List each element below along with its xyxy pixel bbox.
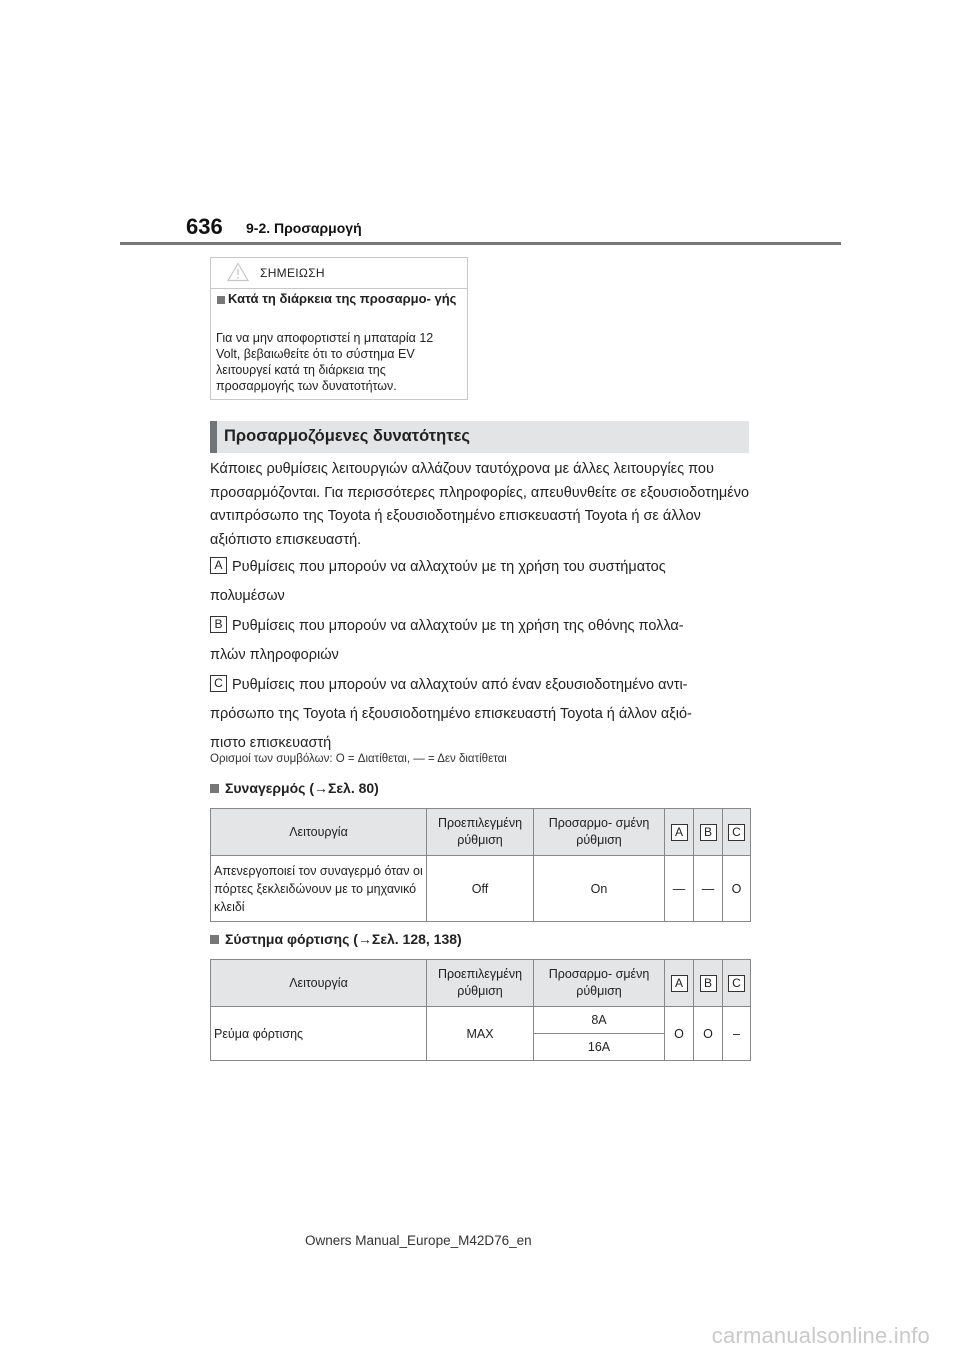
label-c-badge: C bbox=[728, 975, 745, 992]
item-b-line1: Ρυθμίσεις που μπορούν να αλλαχτούν με τη χρήση της οθόνης πολλα- bbox=[232, 618, 684, 634]
label-c-badge: C bbox=[210, 675, 227, 692]
table-row bbox=[211, 856, 751, 922]
col-default: Προεπιλεγμένη ρύθμιση bbox=[427, 960, 534, 1007]
col-custom: Προσαρμο- σμένη ρύθμιση bbox=[534, 809, 665, 856]
label-a-badge: A bbox=[210, 557, 227, 574]
label-c-badge: C bbox=[728, 824, 745, 841]
col-b bbox=[694, 809, 723, 856]
bullet-square-icon bbox=[210, 935, 219, 944]
cell-function: Απενεργοποιεί τον συναγερμό όταν οι πόρτες ξεκλειδώνουν με το μηχανικό κλειδί bbox=[211, 856, 427, 922]
intro-paragraph: Κάποιες ρυθμίσεις λειτουργιών αλλάζουν ταυτόχρονα με άλλες λειτουργίες που προσαρμόζονται. Για περισσότερες πληροφορίες, απευθυνθείτε σε εξουσιοδοτημένο αντιπρόσωπο της Toyota ή εξουσιοδοτημένο επισκευαστή Toyota ή σε άλλον αξιόπιστο επισκευαστή. bbox=[210, 461, 750, 548]
band-title: Προσαρμοζόμενες δυνατότητες bbox=[224, 427, 470, 445]
cell-custom-option-2: 16A bbox=[534, 1034, 665, 1061]
label-a-badge: A bbox=[671, 975, 688, 992]
bullet-square-icon bbox=[210, 784, 219, 793]
notice-subtitle: Κατά τη διάρκεια της προσαρμο- γής bbox=[228, 291, 457, 306]
cell-function: Ρεύμα φόρτισης bbox=[211, 1007, 427, 1061]
item-a-line1: Ρυθμίσεις που μπορούν να αλλαχτούν με τη χρήση του συστήματος bbox=[232, 559, 666, 575]
charging-heading-text: Σύστημα φόρτισης (→Σελ. 128, 138) bbox=[225, 931, 462, 947]
table-row bbox=[211, 1007, 751, 1034]
cell-c: O bbox=[723, 856, 751, 922]
cell-b: O bbox=[694, 1007, 723, 1061]
charging-table bbox=[210, 959, 751, 1061]
col-c bbox=[723, 809, 751, 856]
cell-custom: On bbox=[534, 856, 665, 922]
label-a-badge: A bbox=[671, 824, 688, 841]
col-c bbox=[723, 960, 751, 1007]
col-custom: Προσαρμο- σμένη ρύθμιση bbox=[534, 960, 665, 1007]
cell-c: – bbox=[723, 1007, 751, 1061]
bullet-square-icon bbox=[217, 296, 225, 304]
table-header-row bbox=[211, 809, 751, 856]
alarm-heading bbox=[210, 780, 379, 796]
section-band bbox=[210, 421, 749, 453]
item-b bbox=[210, 612, 755, 670]
symbol-definitions: Ορισμοί των συμβόλων: O = Διατίθεται, — = Δεν διατίθεται bbox=[210, 753, 507, 765]
cell-default: Off bbox=[427, 856, 534, 922]
warning-triangle-icon bbox=[227, 262, 249, 282]
footer-text: Owners Manual_Europe_M42D76_en bbox=[305, 1233, 532, 1248]
item-a-line2: πολυμέσων bbox=[210, 588, 285, 604]
col-b bbox=[694, 960, 723, 1007]
notice-header bbox=[211, 258, 467, 289]
charging-heading bbox=[210, 931, 462, 947]
col-default: Προεπιλεγμένη ρύθμιση bbox=[427, 809, 534, 856]
alarm-table bbox=[210, 808, 751, 922]
col-function: Λειτουργία bbox=[211, 809, 427, 856]
item-c-line3: πιστο επισκευαστή bbox=[210, 735, 332, 751]
table-header-row bbox=[211, 960, 751, 1007]
page-number: 636 bbox=[186, 214, 223, 239]
notice-body: Για να μην αποφορτιστεί η μπαταρία 12 Volt, βεβαιωθείτε ότι το σύστημα EV λειτουργεί κατά τη διάρκεια της προσαρμογής των δυνατοτήτων. bbox=[216, 331, 434, 393]
label-b-badge: B bbox=[700, 824, 717, 841]
item-c-line2: πρόσωπο της Toyota ή εξουσιοδοτημένο επισκευαστή Toyota ή άλλον αξιό- bbox=[210, 706, 692, 722]
notice-box bbox=[210, 257, 468, 400]
section-title: 9-2. Προσαρμογή bbox=[246, 220, 362, 236]
item-c-line1: Ρυθμίσεις που μπορούν να αλλαχτούν από έναν εξουσιοδοτημένο αντι- bbox=[232, 677, 688, 693]
item-b-line2: πλών πληροφοριών bbox=[210, 647, 339, 663]
cell-custom-option-1: 8A bbox=[534, 1007, 665, 1034]
cell-b: — bbox=[694, 856, 723, 922]
col-a bbox=[665, 809, 694, 856]
item-a bbox=[210, 553, 755, 611]
alarm-heading-text: Συναγερμός (→Σελ. 80) bbox=[225, 780, 379, 796]
col-function: Λειτουργία bbox=[211, 960, 427, 1007]
header-divider bbox=[120, 242, 841, 245]
label-b-badge: B bbox=[700, 975, 717, 992]
watermark: carmanualsonline.info bbox=[711, 1323, 930, 1348]
band-accent bbox=[210, 421, 217, 453]
cell-default: MAX bbox=[427, 1007, 534, 1061]
item-c bbox=[210, 671, 755, 758]
label-b-badge: B bbox=[210, 616, 227, 633]
cell-a: — bbox=[665, 856, 694, 922]
col-a bbox=[665, 960, 694, 1007]
notice-title: ΣΗΜΕΙΩΣΗ bbox=[260, 266, 325, 280]
cell-a: O bbox=[665, 1007, 694, 1061]
